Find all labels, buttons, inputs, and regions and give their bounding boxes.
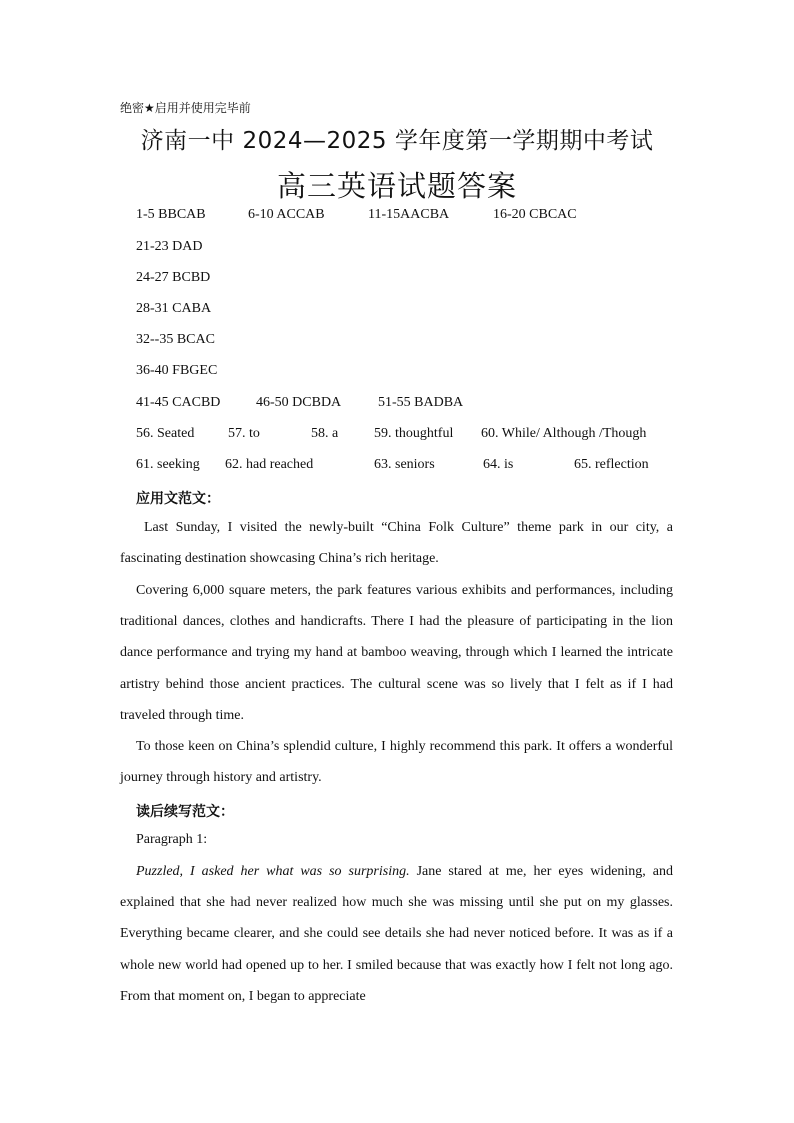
answer-group: 6-10 ACCAB	[248, 207, 325, 222]
paragraph-label: Paragraph 1:	[136, 832, 208, 847]
answer-group: 16-20 CBCAC	[493, 207, 577, 222]
practical-writing-paragraph-2: Covering 6,000 square meters, the park features various exhibits and performances, including traditional dances, clothes and handicrafts. There I had the pleasure of participating in the lion dance performance and trying my hand at bamboo weaving, through which I learned the intricate artistry behind those ancient practices. The cultural scene was so lively that I felt as if I had traveled through time.	[120, 583, 673, 723]
answer-group: 51-55 BADBA	[378, 395, 464, 410]
answer-group: 21-23 DAD	[136, 239, 203, 254]
exam-title: 济南一中 2024—2025 学年度第一学期期中考试	[140, 128, 654, 154]
answer-item: 57. to	[228, 426, 260, 441]
answer-item: 63. seniors	[374, 457, 435, 472]
answer-item: 64. is	[483, 457, 514, 472]
answer-key-title: 高三英语试题答案	[276, 169, 517, 203]
answer-item: 62. had reached	[225, 457, 314, 472]
answer-group: 32--35 BCAC	[136, 332, 215, 347]
paragraph-body: Jane stared at me, her eyes widening, and explained that she had never realized how much she was missing until she put on my glasses. Everything became clearer, and she could see details she had never noticed before. It was as if a whole new world had opened up to her. I smiled because that was exactly how I felt not long ago. From that moment on, I began to appreciate	[120, 864, 673, 1004]
answer-group: 41-45 CACBD	[136, 395, 221, 410]
continuation-paragraph-1	[120, 856, 673, 1012]
answer-group: 36-40 FBGEC	[136, 363, 218, 378]
answer-item: 58. a	[311, 426, 339, 441]
practical-writing-paragraph-1: Last Sunday, I visited the newly-built “China Folk Culture” theme park in our city, a fascinating destination showcasing China’s rich heritage.	[120, 520, 673, 567]
answer-group: 11-15AACBA	[368, 207, 450, 222]
answer-item: 59. thoughtful	[374, 426, 454, 441]
answer-item: 65. reflection	[574, 457, 649, 472]
answer-item: 56. Seated	[136, 426, 195, 441]
continuation-writing-heading: 读后续写范文：	[136, 804, 234, 820]
answer-item: 60. While/ Although /Though	[481, 426, 647, 441]
answer-item: 61. seeking	[136, 457, 200, 472]
answer-group: 1-5 BBCAB	[136, 207, 206, 222]
answer-group: 24-27 BCBD	[136, 270, 211, 285]
confidential-label: 绝密★启用并使用完毕前	[120, 101, 251, 115]
practical-writing-paragraph-3: To those keen on China’s splendid culture, I highly recommend this park. It offers a wonderful journey through history and artistry.	[120, 739, 673, 786]
answer-group: 46-50 DCBDA	[256, 395, 342, 410]
paragraph-lead-sentence: Puzzled, I asked her what was so surprising.	[136, 864, 410, 879]
answer-group: 28-31 CABA	[136, 301, 212, 316]
practical-writing-heading: 应用文范文：	[136, 491, 220, 507]
